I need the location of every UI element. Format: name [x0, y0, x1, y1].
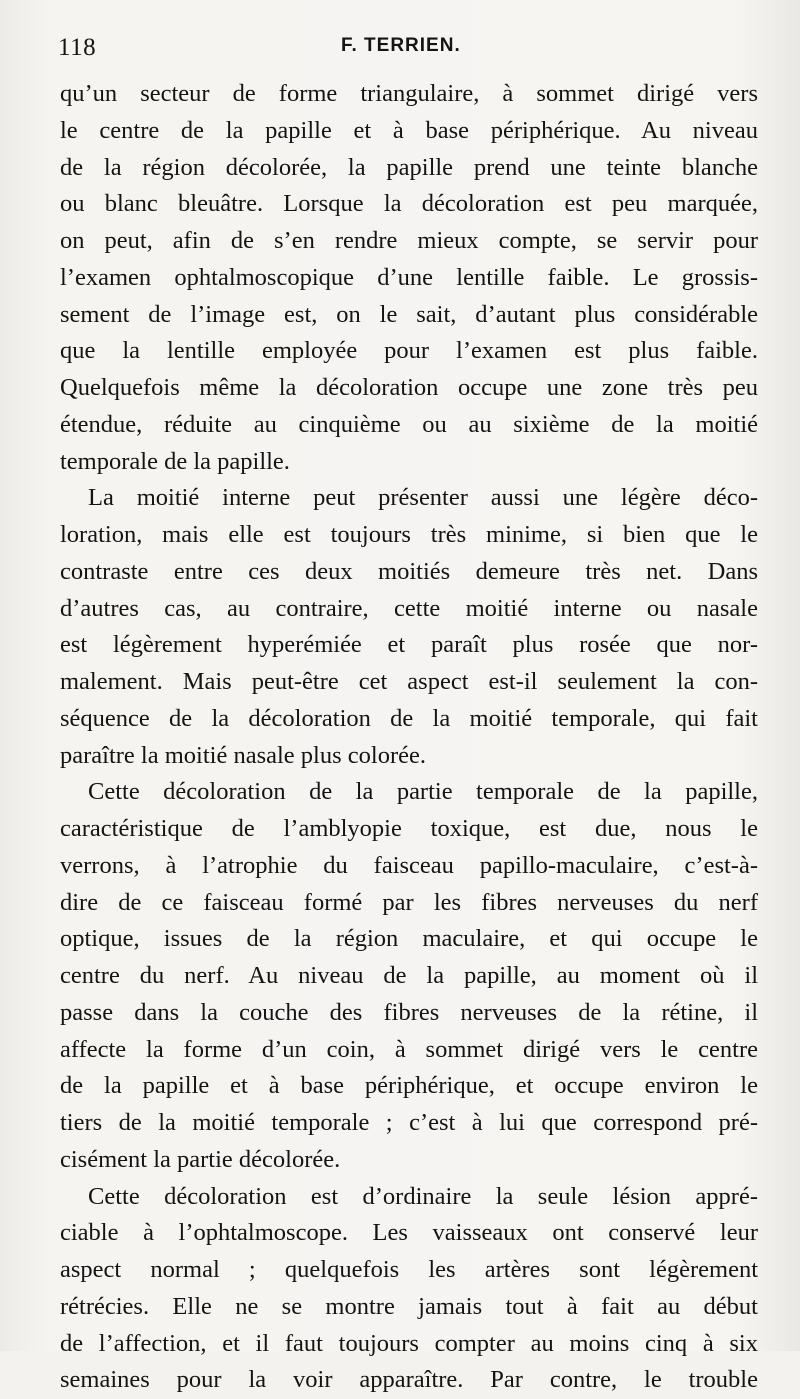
text-line: malement. Mais peut-être cet aspect est-il seulement la con- [60, 664, 758, 701]
text-line: aspect normal ; quelquefois les artères sont légèrement [60, 1252, 758, 1289]
text-line: contraste entre ces deux moitiés demeure très net. Dans [60, 554, 758, 591]
text-line: rétrécies. Elle ne se montre jamais tout à fait au début [60, 1289, 758, 1326]
text-line: Quelquefois même la décoloration occupe une zone très peu [60, 370, 758, 407]
text-line: séquence de la décoloration de la moitié temporale, qui fait [60, 701, 758, 738]
text-line: Cette décoloration de la partie temporale de la papille, [60, 774, 758, 811]
text-line: dire de ce faisceau formé par les fibres nerveuses du nerf [60, 885, 758, 922]
text-line: centre du nerf. Au niveau de la papille, au moment où il [60, 958, 758, 995]
paragraph [60, 774, 758, 1178]
text-line: d’autres cas, au contraire, cette moitié interne ou nasale [60, 591, 758, 628]
text-line: temporale de la papille. [60, 444, 758, 481]
text-line: de la papille et à base périphérique, et occupe environ le [60, 1068, 758, 1105]
text-line: passe dans la couche des fibres nerveuses de la rétine, il [60, 995, 758, 1032]
text-line: verrons, à l’atrophie du faisceau papillo-maculaire, c’est-à- [60, 848, 758, 885]
text-line: le centre de la papille et à base périphérique. Au niveau [60, 113, 758, 150]
body-text [60, 76, 758, 1399]
text-line: La moitié interne peut présenter aussi une légère déco- [60, 480, 758, 517]
text-line: optique, issues de la région maculaire, et qui occupe le [60, 921, 758, 958]
text-line: Cette décoloration est d’ordinaire la seule lésion appré- [60, 1179, 758, 1216]
paragraph [60, 76, 758, 480]
text-line: loration, mais elle est toujours très minime, si bien que le [60, 517, 758, 554]
text-line: tiers de la moitié temporale ; c’est à lui que correspond pré- [60, 1105, 758, 1142]
running-title: F. TERRIEN. [341, 35, 461, 57]
text-line: caractéristique de l’amblyopie toxique, est due, nous le [60, 811, 758, 848]
paragraph [60, 1179, 758, 1399]
text-line: est légèrement hyperémiée et paraît plus rosée que nor- [60, 627, 758, 664]
text-line: paraître la moitié nasale plus colorée. [60, 738, 758, 775]
text-line: on peut, afin de s’en rendre mieux compte, se servir pour [60, 223, 758, 260]
text-line: l’examen ophtalmoscopique d’une lentille faible. Le grossis- [60, 260, 758, 297]
text-line: affecte la forme d’un coin, à sommet dirigé vers le centre [60, 1032, 758, 1069]
text-line: ciable à l’ophtalmoscope. Les vaisseaux ont conservé leur [60, 1215, 758, 1252]
text-line: que la lentille employée pour l’examen est plus faible. [60, 333, 758, 370]
text-line: sement de l’image est, on le sait, d’autant plus considérable [60, 297, 758, 334]
text-line: semaines pour la voir apparaître. Par contre, le trouble [60, 1362, 758, 1399]
text-line: cisément la partie décolorée. [60, 1142, 758, 1179]
text-line: étendue, réduite au cinquième ou au sixième de la moitié [60, 407, 758, 444]
text-line: de la région décolorée, la papille prend une teinte blanche [60, 150, 758, 187]
text-line: ou blanc bleuâtre. Lorsque la décoloration est peu marquée, [60, 186, 758, 223]
text-line: de l’affection, et il faut toujours compter au moins cinq à six [60, 1326, 758, 1363]
text-line: qu’un secteur de forme triangulaire, à sommet dirigé vers [60, 76, 758, 113]
running-head [58, 32, 758, 66]
page-number: 118 [58, 34, 96, 62]
paragraph [60, 480, 758, 774]
